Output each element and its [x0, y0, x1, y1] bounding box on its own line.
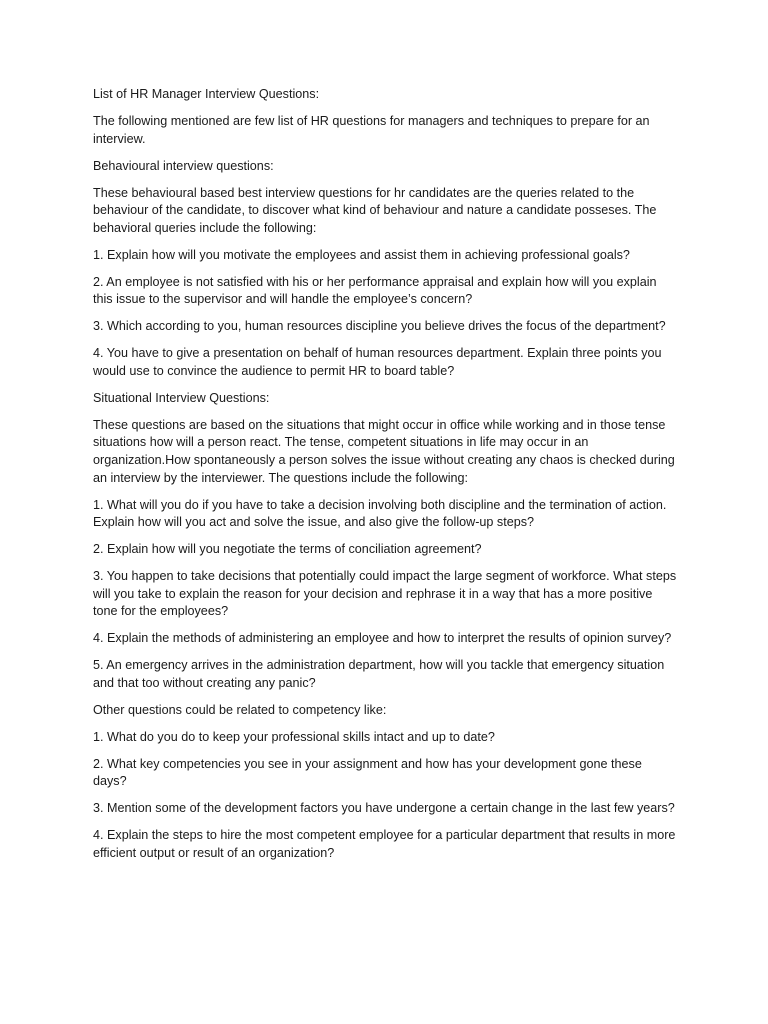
behavioural-question-4: 4. You have to give a presentation on behalf of human resources department. Explain three points you would use to convince the audience to permit HR to board table?: [93, 346, 662, 378]
competency-heading: Other questions could be related to competency like:: [93, 702, 387, 717]
behavioural-question-3: 3. Which according to you, human resources discipline you believe drives the focus of the department?: [93, 319, 666, 334]
behavioural-question-2: 2. An employee is not satisfied with his or her performance appraisal and explain how will you explain this issue to the supervisor and will handle the employee’s concern?: [93, 274, 657, 307]
competency-question-4: 4. Explain the steps to hire the most competent employee for a particular department that results in more efficient output or result of an organization?: [93, 828, 676, 861]
competency-question-2: 2. What key competencies you see in your assignment and how has your development gone these days?: [93, 756, 642, 789]
behavioural-question-1: 1. Explain how will you motivate the employees and assist them in achieving professional goals?: [93, 247, 630, 262]
situational-description: These questions are based on the situations that might occur in office while working and in those tense situations how will a person react. The tense, competent situations in life may occur in an organization.How spontaneously a person solves the issue without creating any chaos is checked during an interview by the interviewer. The questions include the following:: [93, 417, 675, 485]
competency-question-1: 1. What do you do to keep your professional skills intact and up to date?: [93, 729, 495, 744]
intro-paragraph: The following mentioned are few list of HR questions for managers and techniques to prepare for an interview.: [93, 113, 650, 146]
situational-question-1: 1. What will you do if you have to take a decision involving both discipline and the termination of action. Explain how will you act and solve the issue, and also give the follow-up steps?: [93, 497, 667, 530]
document-body: [93, 86, 678, 872]
situational-question-2: 2. Explain how will you negotiate the terms of conciliation agreement?: [93, 542, 482, 557]
situational-question-3: 3. You happen to take decisions that potentially could impact the large segment of workforce. What steps will you take to explain the reason for your decision and rephrase it in a way that has a more positive tone for the employees?: [93, 569, 677, 619]
situational-question-5: 5. An emergency arrives in the administration department, how will you tackle that emergency situation and that too without creating any panic?: [93, 658, 665, 690]
document-title: List of HR Manager Interview Questions:: [93, 87, 320, 101]
behavioural-heading: Behavioural interview questions:: [93, 158, 274, 173]
situational-heading: Situational Interview Questions:: [93, 390, 270, 405]
behavioural-description: These behavioural based best interview questions for hr candidates are the queries related to the behaviour of the candidate, to discover what kind of behaviour and nature a candidate posseses. The behavioral queries include the following:: [93, 185, 657, 235]
situational-question-4: 4. Explain the methods of administering an employee and how to interpret the results of opinion survey?: [93, 631, 672, 646]
competency-question-3: 3. Mention some of the development factors you have undergone a certain change in the last few years?: [93, 801, 675, 816]
